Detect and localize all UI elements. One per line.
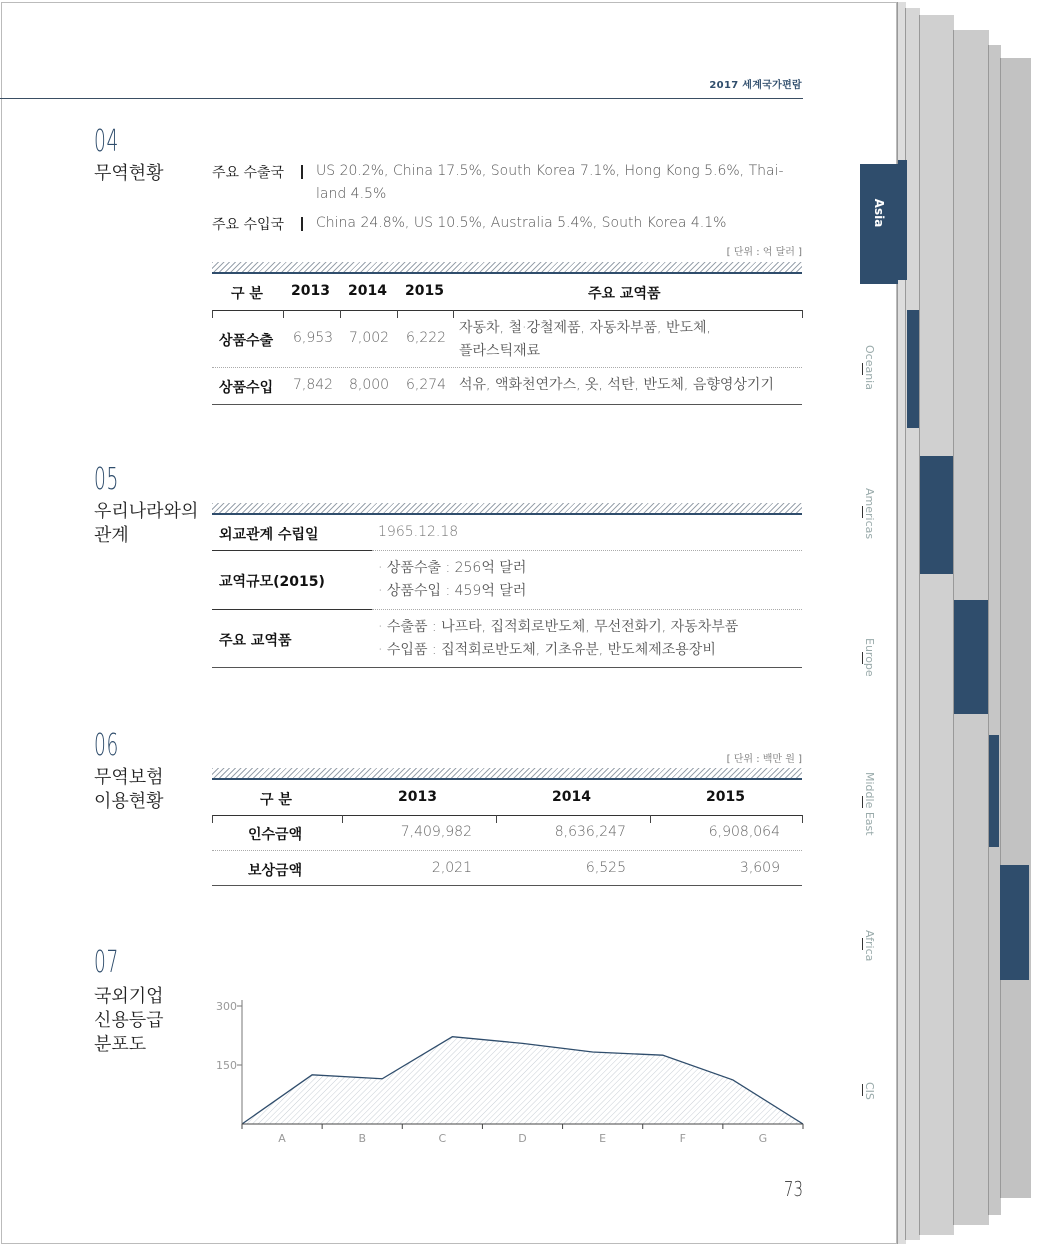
row-label: 주요 교역품	[219, 633, 292, 649]
cell-value: 6,908,064	[708, 824, 780, 840]
cell-value: 7,409,982	[400, 824, 472, 840]
credit-rating-chart	[205, 990, 815, 1150]
cell-value: 7,002	[349, 330, 390, 346]
goods-cell: 석유, 액화천연가스, 옷, 석탄, 반도체, 음향영상기기	[459, 377, 774, 393]
col-header: 2013	[398, 789, 437, 805]
cell-value: 2,021	[431, 860, 472, 876]
cell-value: 7,842	[293, 377, 334, 393]
tab-cis-label: CIS	[863, 1082, 876, 1100]
cell-value: 6,525	[585, 860, 626, 876]
table-hatch	[212, 503, 802, 513]
tick	[212, 310, 213, 318]
edge-tab-block	[1000, 865, 1029, 980]
tab-africa[interactable]	[862, 930, 892, 1020]
tick	[453, 310, 454, 318]
goods-line: 자동차, 철·강철제품, 자동차부품, 반도체,	[459, 320, 711, 336]
tab-oceania[interactable]	[862, 345, 892, 435]
tick	[802, 815, 803, 823]
row-divider	[212, 367, 802, 368]
section-number: 07	[94, 945, 119, 980]
page-edge	[1000, 58, 1031, 1198]
page-edge	[905, 8, 920, 1240]
cell-value: 8,000	[349, 377, 390, 393]
tab-americas-label: Americas	[863, 488, 876, 540]
cell-value: 6,222	[406, 330, 447, 346]
tick	[496, 815, 497, 823]
separator	[301, 165, 303, 179]
import-countries-label: 주요 수입국	[212, 217, 285, 233]
tab-marker	[862, 506, 863, 518]
tab-marker	[862, 363, 863, 375]
tab-marker	[862, 1084, 863, 1096]
cell-value: 6,953	[293, 330, 334, 346]
section-title: 우리나라와의 관계	[94, 501, 199, 546]
tab-asia[interactable]	[860, 164, 898, 284]
tab-asia-label: Asia	[872, 198, 886, 228]
section-number: 06	[94, 728, 119, 763]
cell-value: 8,636,247	[554, 824, 626, 840]
label-rule	[212, 609, 372, 610]
col-header: 2015	[405, 283, 444, 299]
goods-line: 플라스틱재료	[459, 343, 541, 359]
section-number: 05	[94, 462, 119, 497]
export-countries-line: US 20.2%, China 17.5%, South Korea 7.1%, Hong Kong 5.6%, Thai-	[316, 163, 784, 179]
row-divider	[372, 609, 802, 610]
x-tick-label: A	[278, 1132, 286, 1145]
x-tick-label: C	[438, 1132, 447, 1145]
cell-value: 3,609	[739, 860, 780, 876]
edge-tab-block	[989, 735, 999, 847]
tab-marker	[862, 938, 863, 950]
tick	[650, 815, 651, 823]
tick	[212, 815, 213, 823]
x-tick-label: D	[518, 1132, 527, 1145]
col-header: 구 분	[260, 792, 292, 808]
unit-label: [ 단위 : 백만 원 ]	[726, 754, 802, 765]
col-header: 2013	[291, 283, 330, 299]
table-hatch	[212, 768, 802, 778]
col-header: 2015	[706, 789, 745, 805]
tab-americas[interactable]	[862, 488, 892, 578]
goods-cell	[459, 317, 711, 363]
unit-label: [ 단위 : 억 달러 ]	[726, 247, 802, 258]
header-rule	[212, 815, 802, 816]
table-top-rule	[212, 272, 802, 274]
row-value-line: · 상품수입 : 459억 달러	[378, 583, 527, 599]
edge-tab-block	[898, 160, 907, 280]
row-label: 외교관계 수립일	[219, 527, 319, 543]
row-label: 상품수출	[219, 333, 274, 349]
x-tick-label: B	[358, 1132, 366, 1145]
row-value-line: · 수입품 : 집적회로반도체, 기초유분, 반도체제조용장비	[378, 642, 716, 658]
y-tick-label: 300	[216, 1000, 237, 1013]
row-value	[378, 557, 526, 603]
export-countries-text	[316, 160, 784, 206]
row-label: 인수금액	[248, 827, 303, 843]
tick	[802, 310, 803, 318]
import-countries-text: China 24.8%, US 10.5%, Australia 5.4%, South Korea 4.1%	[316, 215, 727, 231]
tick	[283, 310, 284, 318]
section-title: 무역현황	[94, 163, 164, 184]
page-number: 73	[783, 1177, 803, 1201]
col-header: 2014	[552, 789, 591, 805]
table-top-rule	[212, 778, 802, 780]
row-value-line: · 상품수출 : 256억 달러	[378, 560, 527, 576]
tab-africa-label: Africa	[863, 930, 876, 962]
tab-marker	[862, 652, 863, 664]
x-tick-label: F	[679, 1132, 686, 1145]
col-header: 주요 교역품	[588, 286, 661, 302]
tab-europe[interactable]	[862, 638, 892, 728]
tick	[397, 310, 398, 318]
row-label: 교역규모(2015)	[219, 574, 325, 590]
page-edge	[919, 15, 954, 1235]
section-title: 무역보험 이용현황	[94, 767, 164, 812]
row-label: 보상금액	[248, 863, 303, 879]
col-header: 구 분	[231, 286, 263, 302]
header-rule	[212, 310, 802, 311]
row-value: 1965.12.18	[378, 524, 459, 540]
table-top-rule	[212, 513, 802, 515]
row-value-line: · 수출품 : 나프타, 집적회로반도체, 무선전화기, 자동차부품	[378, 619, 739, 635]
label-rule	[212, 550, 372, 551]
section-title: 국외기업 신용등급 분포도	[94, 986, 164, 1055]
edge-tab-block	[920, 456, 953, 574]
table-bottom-rule	[212, 885, 802, 886]
tab-europe-label: Europe	[863, 638, 876, 677]
tick	[342, 815, 343, 823]
tab-middle-east[interactable]	[862, 772, 892, 862]
table-bottom-rule	[212, 404, 802, 405]
row-label: 상품수입	[219, 380, 274, 396]
tab-middle-east-label: Middle East	[863, 772, 876, 836]
x-tick-label: G	[758, 1132, 768, 1145]
table-bottom-rule	[212, 667, 802, 668]
tab-marker	[862, 796, 863, 808]
export-countries-label: 주요 수출국	[212, 165, 285, 181]
edge-tab-block	[907, 310, 919, 428]
tick	[340, 310, 341, 318]
export-countries-line: land 4.5%	[316, 186, 387, 202]
running-head: 2017 세계국가편람	[709, 80, 802, 91]
cell-value: 6,274	[406, 377, 447, 393]
chart-area-fill	[242, 1037, 803, 1124]
col-header: 2014	[348, 283, 387, 299]
table-hatch	[212, 262, 802, 272]
y-tick-label: 150	[216, 1059, 237, 1072]
row-divider	[372, 550, 802, 551]
tab-cis[interactable]	[862, 1082, 892, 1172]
x-tick-label: E	[599, 1132, 607, 1145]
row-value	[378, 616, 738, 662]
separator	[301, 217, 303, 231]
edge-tab-block	[954, 600, 988, 714]
row-divider	[212, 850, 802, 851]
header-rule	[0, 98, 803, 99]
tab-oceania-label: Oceania	[863, 345, 876, 390]
section-number: 04	[94, 124, 119, 159]
